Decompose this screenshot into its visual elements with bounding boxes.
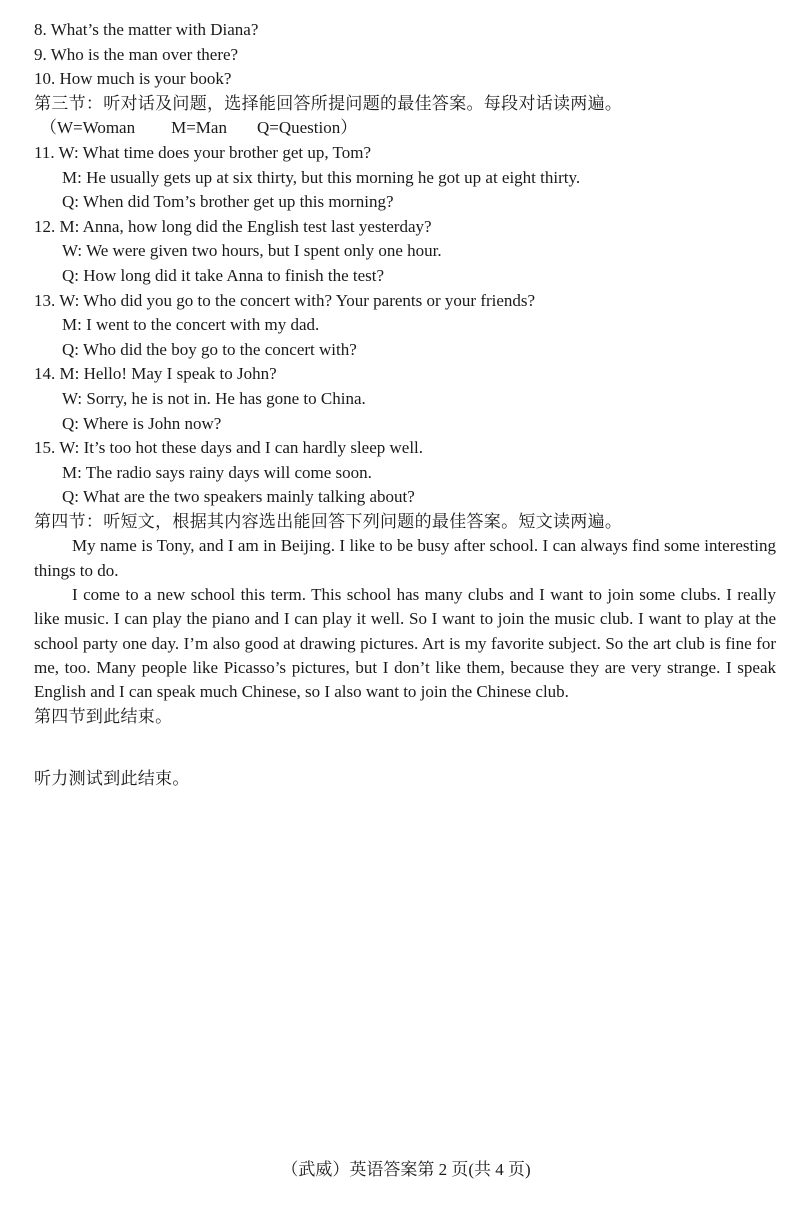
dialogue-15-line-2: M: The radio says rainy days will come soon. — [62, 462, 372, 482]
dialogue-14-question: Q: Where is John now? — [62, 413, 222, 433]
dialogue-12-line-1: 12. M: Anna, how long did the English test last yesterday? — [34, 216, 432, 236]
dialogue-11-line-2: M: He usually gets up at six thirty, but this morning he got up at eight thirty. — [62, 167, 581, 187]
dialogue-12-question: Q: How long did it take Anna to finish the test? — [62, 265, 385, 285]
legend-man: M=Man — [171, 118, 227, 138]
dialogue-13-line-2: M: I went to the concert with my dad. — [62, 315, 320, 335]
blank-gap — [34, 729, 776, 767]
dialogue-14-line-1: 14. M: Hello! May I speak to John? — [34, 364, 277, 384]
dialogue-11-line-1: 11. W: What time does your brother get up, Tom? — [34, 142, 372, 162]
speaker-legend — [34, 116, 776, 141]
dialogue-15-line-1: 15. W: It’s too hot these days and I can hardly sleep well. — [34, 438, 424, 458]
dialogue-13-line-1: 13. W: Who did you go to the concert with? Your parents or your friends? — [34, 290, 536, 310]
question-8: 8. What’s the matter with Diana? — [34, 20, 259, 39]
passage-paragraph-1: My name is Tony, and I am in Beijing. I like to be busy after school. I can always find some interesting things to do. — [34, 536, 776, 580]
dialogue-15-question: Q: What are the two speakers mainly talking about? — [62, 487, 415, 507]
dialogue-12-line-2: W: We were given two hours, but I spent only one hour. — [62, 241, 442, 261]
section-4-heading: 第四节：听短文，根据其内容选出能回答下列问题的最佳答案。短文读两遍。 — [34, 511, 623, 531]
legend-question: Q=Question） — [256, 118, 358, 138]
page-footer: （武威）英语答案第 2 页(共 4 页) — [281, 1160, 531, 1179]
section-3-heading: 第三节：听对话及问题，选择能回答所提问题的最佳答案。每段对话读两遍。 — [34, 93, 623, 113]
question-10: 10. How much is your book? — [34, 69, 232, 89]
listening-test-end-note: 听力测试到此结束。 — [34, 769, 190, 789]
section-4-end-note: 第四节到此结束。 — [34, 706, 173, 726]
dialogue-13-question: Q: Who did the boy go to the concert with? — [62, 339, 357, 359]
answer-sheet-page — [34, 18, 776, 792]
dialogue-11-question: Q: When did Tom’s brother get up this morning? — [62, 192, 394, 212]
passage-paragraph-2: I come to a new school this term. This school has many clubs and I want to join some clubs. I really like music. I can play the piano and I can play it well. So I want to join the music club. I want to play at the school party one day. I’m also good at drawing pictures. Art is my favorite subject. So the art club is fine for me, too. Many people like Picasso’s pictures, but I don’t like them, because they are very strange. I speak English and I can speak much Chinese, so I also want to join the Chinese club. — [34, 585, 776, 702]
dialogue-14-line-2: W: Sorry, he is not in. He has gone to China. — [62, 388, 366, 408]
legend-woman: （W=Woman — [40, 118, 136, 138]
question-9: 9. Who is the man over there? — [34, 44, 239, 64]
